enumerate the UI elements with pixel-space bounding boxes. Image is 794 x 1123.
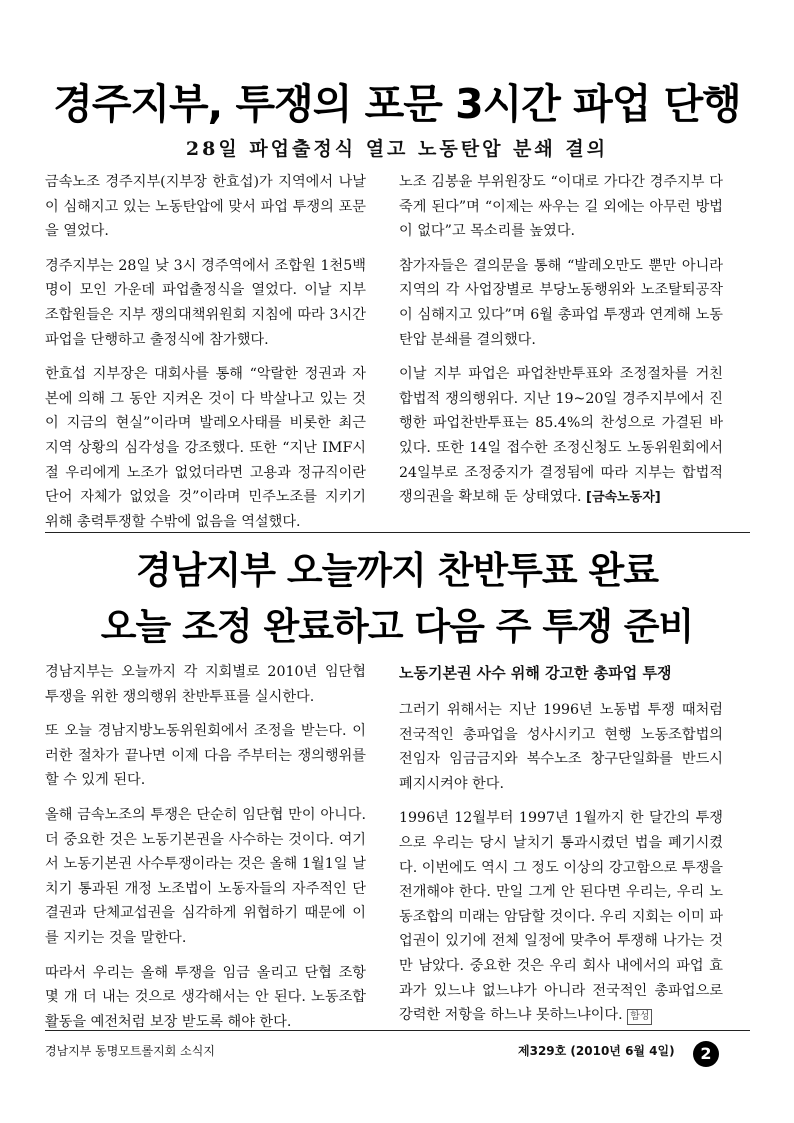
article1-right-paragraph	[399, 362, 723, 511]
article2-right-column	[399, 662, 723, 1038]
article1-right-paragraph: 참가자들은 결의문을 통해 “발레오만도 뿐만 아니라 지역의 각 사업장별로 부당노동행위와 노조탈퇴공작이 심해지고 있다”며 6월 총파업 투쟁과 연계해 노동탄압 분쇄를 결의했다.	[399, 257, 723, 348]
article1-right-paragraph: 노조 김봉윤 부위원장도 “이대로 가다간 경주지부 다 죽게 된다”며 “이제는 싸우는 길 외에는 아무런 방법이 없다”고 목소리를 높였다.	[399, 174, 723, 240]
article2-title-line2: 오늘 조정 완료하고 다음 주 투쟁 준비	[100, 605, 694, 648]
footer-publication: 경남지부 동명모트롤지회 소식지	[45, 1044, 215, 1058]
article1-right-paragraph-text: 이날 지부 파업은 파업찬반투표와 조정절차를 거친 합법적 쟁의행위다. 지난 19~20일 경주지부에서 진행한 파업찬반투표는 85.4%의 찬성으로 가결된 바 있다. 또한 14일 접수한 조정신청도 노동위원회에서 24일부로 조정중지가 결정됨에 따라 지부는 합법적 쟁의권을 확보해 둔 상태였다.	[399, 366, 723, 506]
article2-left-paragraph: 경남지부는 오늘까지 각 지회별로 2010년 임단협 투쟁을 위한 쟁의행위 찬반투표를 실시한다.	[45, 664, 366, 705]
article2-left-column	[45, 660, 366, 1044]
hamseong-stamp: 함성	[627, 1009, 652, 1025]
article1-left-paragraph: 금속노조 경주지부(지부장 한효섭)가 지역에서 나날이 심해지고 있는 노동탄압에 맞서 파업 투쟁의 포문을 열었다.	[45, 174, 366, 240]
article2-right-paragraph	[399, 806, 723, 1027]
article2-right-heading: 노동기본권 사수 위해 강고한 총파업 투쟁	[399, 664, 672, 682]
article1-title: 경주지부, 투쟁의 포문 3시간 파업 단행	[53, 80, 741, 128]
article1-right-column	[399, 170, 723, 521]
footer-divider	[45, 1030, 750, 1031]
article1-left-paragraph: 경주지부는 28일 낮 3시 경주역에서 조합원 1천5백명이 모인 가운데 파업출정식을 열었다. 이날 지부 조합원들은 지부 쟁의대책위원회 지침에 따라 3시간 파업을 단행하고 출정식에 참가했다.	[45, 257, 366, 348]
article1-left-paragraph: 한효섭 지부장은 대회사를 통해 “악랄한 정권과 자본에 의해 그 동안 지켜온 것이 다 박살나고 있는 것이 지금의 현실”이라며 발레오사태를 비롯한 최근 지역 상황의 심각성을 강조했다. 또한 “지난 IMF시절 우리에게 노조가 없었더라면 고용과 정규직이란 단어 자체가 없었을 것”이라며 민주노조를 지키기 위해 총력투쟁할 수밖에 없음을 역설했다.	[45, 366, 366, 530]
footer-issue: 제329호 (2010년 6월 4일)	[518, 1044, 675, 1058]
article2-left-paragraph: 따라서 우리는 올해 투쟁을 임금 올리고 단협 조항 몇 개 더 내는 것으로 생각해서는 안 된다. 노동조합 활동을 예전처럼 보장 받도록 해야 한다.	[45, 964, 366, 1030]
article2-right-paragraph-text: 1996년 12월부터 1997년 1월까지 한 달간의 투쟁으로 우리는 당시 날치기 통과시켰던 법을 폐기시켰다. 이번에도 역시 그 정도 이상의 강고함으로 투쟁을 전개해야 한다. 만일 그게 안 된다면 우리는, 우리 노동조합의 미래는 암담할 것이다. 우리 지회는 이미 파업권이 있기에 전체 일정에 맞추어 투쟁해 나가는 것만 남았다. 중요한 것은 우리 회사 내에서의 파업 효과가 있느냐 없느냐가 아니라 전국적인 총파업으로 강력한 저항을 하느냐 못하느냐이다.	[399, 810, 723, 1024]
article2-left-paragraph: 또 오늘 경남지방노동위원회에서 조정을 받는다. 이러한 절차가 끝나면 이제 다음 주부터는 쟁의행위를 할 수 있게 된다.	[45, 723, 366, 789]
article1-left-column	[45, 170, 366, 544]
article1-subtitle: 28일 파업출정식 열고 노동탄압 분쇄 결의	[185, 138, 609, 160]
article2-left-paragraph: 올해 금속노조의 투쟁은 단순히 임단협 만이 아니다. 더 중요한 것은 노동기본권을 사수하는 것이다. 여기서 노동기본권 사수투쟁이라는 것은 올해 1월1일 날치기 통과된 개정 노조법이 노동자들의 자주적인 단결권과 단체교섭권을 심각하게 위협하기 때문에 이를 지키는 것을 말한다.	[45, 806, 366, 946]
section-divider	[45, 532, 750, 533]
article1-source: [금속노동자]	[586, 490, 661, 506]
article2-right-paragraph: 그러기 위해서는 지난 1996년 노동법 투쟁 때처럼 전국적인 총파업을 성사시키고 현행 노동조합법의 전임자 임금금지와 복수노조 창구단일화를 반드시 폐지시켜야 한다.	[399, 702, 723, 792]
page-number: 2	[693, 1041, 719, 1067]
article2-title-line1: 경남지부 오늘까지 찬반투표 완료	[135, 549, 659, 592]
